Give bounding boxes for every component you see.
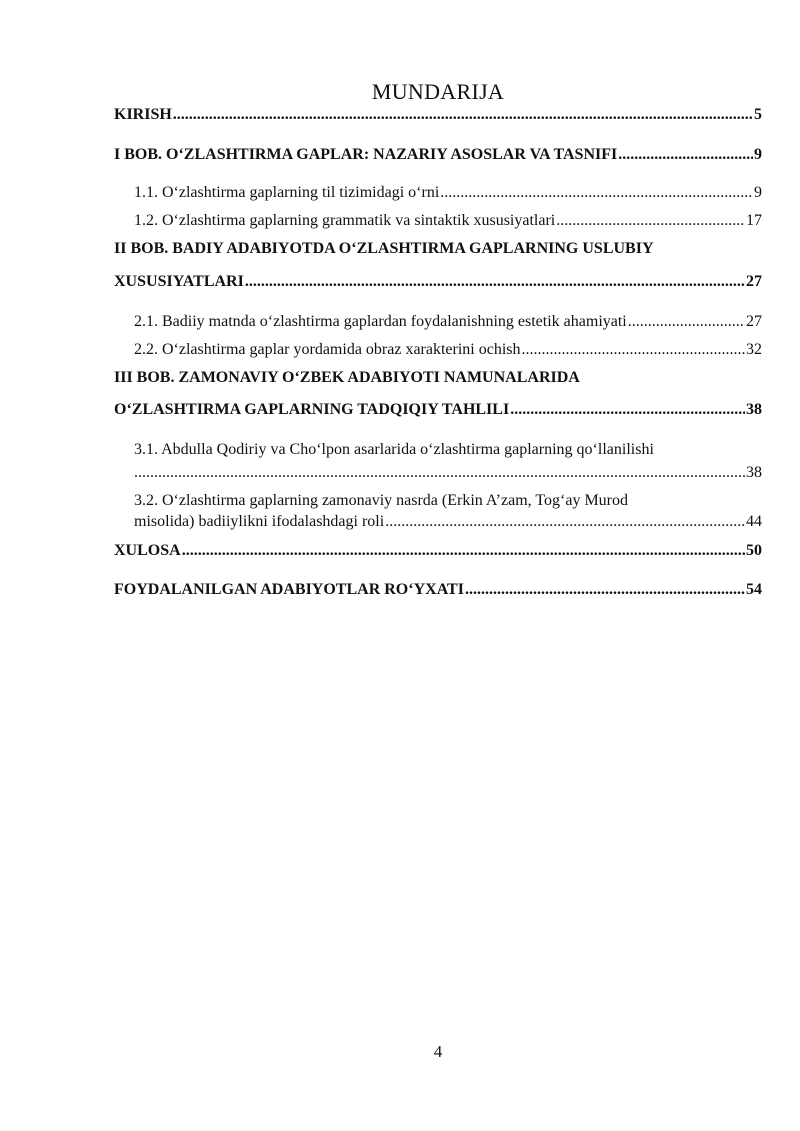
dot-leader: [522, 340, 745, 360]
toc-page-number: 54: [746, 581, 762, 598]
toc-entry-chapter-2[interactable]: [114, 272, 762, 292]
toc-page-number: 44: [746, 513, 762, 530]
toc-entry-references[interactable]: [114, 580, 762, 600]
toc-page-number: 9: [754, 184, 762, 201]
dot-leader: [440, 183, 753, 203]
toc-entry-section-1-1[interactable]: [134, 183, 762, 203]
toc-entry-chapter-3[interactable]: [114, 400, 762, 420]
toc-label: 1.2. O‘zlashtirma gaplarning grammatik va sintaktik xususiyatlari: [134, 212, 556, 229]
dot-leader: [556, 211, 745, 231]
dot-leader: [134, 463, 745, 483]
toc-label: KIRISH: [114, 106, 172, 123]
dot-leader: [385, 512, 745, 532]
dot-leader: [182, 541, 745, 561]
toc-page-number: 9: [754, 146, 762, 163]
toc-entry-section-3-2[interactable]: [134, 512, 762, 532]
dot-leader: [465, 580, 745, 600]
toc-chapter-2-line-1[interactable]: II BOB. BADIY ADABIYOTDA O‘ZLASHTIRMA GAPLARNING USLUBIY: [114, 240, 654, 257]
toc-page-number: 38: [746, 401, 762, 418]
document-title: MUNDARIJA: [371, 79, 505, 104]
toc-entry-kirish[interactable]: [114, 105, 762, 125]
toc-label: XUSUSIYATLARI: [114, 273, 244, 290]
dot-leader: [510, 400, 745, 420]
toc-label: 1.1. O‘zlashtirma gaplarning til tizimidagi o‘rni: [134, 184, 440, 201]
toc-section-3-2-line-1[interactable]: 3.2. O‘zlashtirma gaplarning zamonaviy nasrda (Erkin A’zam, Tog‘ay Murod: [134, 492, 628, 509]
toc-page-number: 38: [746, 464, 762, 481]
toc-label: XULOSA: [114, 542, 181, 559]
toc-label: I BOB. O‘ZLASHTIRMA GAPLAR: NAZARIY ASOSLAR VA TASNIFI: [114, 146, 618, 163]
toc-label: 2.2. O‘zlashtirma gaplar yordamida obraz xarakterini ochish: [134, 341, 521, 358]
toc-page-number: 32: [746, 341, 762, 358]
page-number: 4: [433, 1042, 443, 1061]
dot-leader: [628, 312, 745, 332]
dot-leader: [618, 145, 753, 165]
dot-leader: [173, 105, 753, 125]
toc-label: misolida) badiiylikni ifodalashdagi roli: [134, 513, 385, 530]
toc-entry-section-3-1[interactable]: [134, 463, 762, 483]
toc-chapter-3-line-1[interactable]: III BOB. ZAMONAVIY O‘ZBEK ADABIYOTI NAMUNALARIDA: [114, 369, 580, 386]
dot-leader: [245, 272, 745, 292]
toc-page-number: 27: [746, 313, 762, 330]
toc-label: O‘ZLASHTIRMA GAPLARNING TADQIQIY TAHLILI: [114, 401, 510, 418]
toc-entry-section-2-2[interactable]: [134, 340, 762, 360]
toc-entry-chapter-1[interactable]: [114, 145, 762, 165]
toc-page-number: 17: [746, 212, 762, 229]
toc-label: FOYDALANILGAN ADABIYOTLAR RO‘YXATI: [114, 581, 464, 598]
toc-entry-xulosa[interactable]: [114, 541, 762, 561]
toc-page-number: 5: [754, 106, 762, 123]
toc-entry-section-1-2[interactable]: [134, 211, 762, 231]
toc-entry-section-2-1[interactable]: [134, 312, 762, 332]
toc-page-number: 27: [746, 273, 762, 290]
toc-page-number: 50: [746, 542, 762, 559]
toc-label: 2.1. Badiiy matnda o‘zlashtirma gaplardan foydalanishning estetik ahamiyati: [134, 313, 627, 330]
toc-section-3-1-line-1[interactable]: 3.1. Abdulla Qodiriy va Cho‘lpon asarlarida o‘zlashtirma gaplarning qo‘llanilishi: [134, 441, 654, 458]
